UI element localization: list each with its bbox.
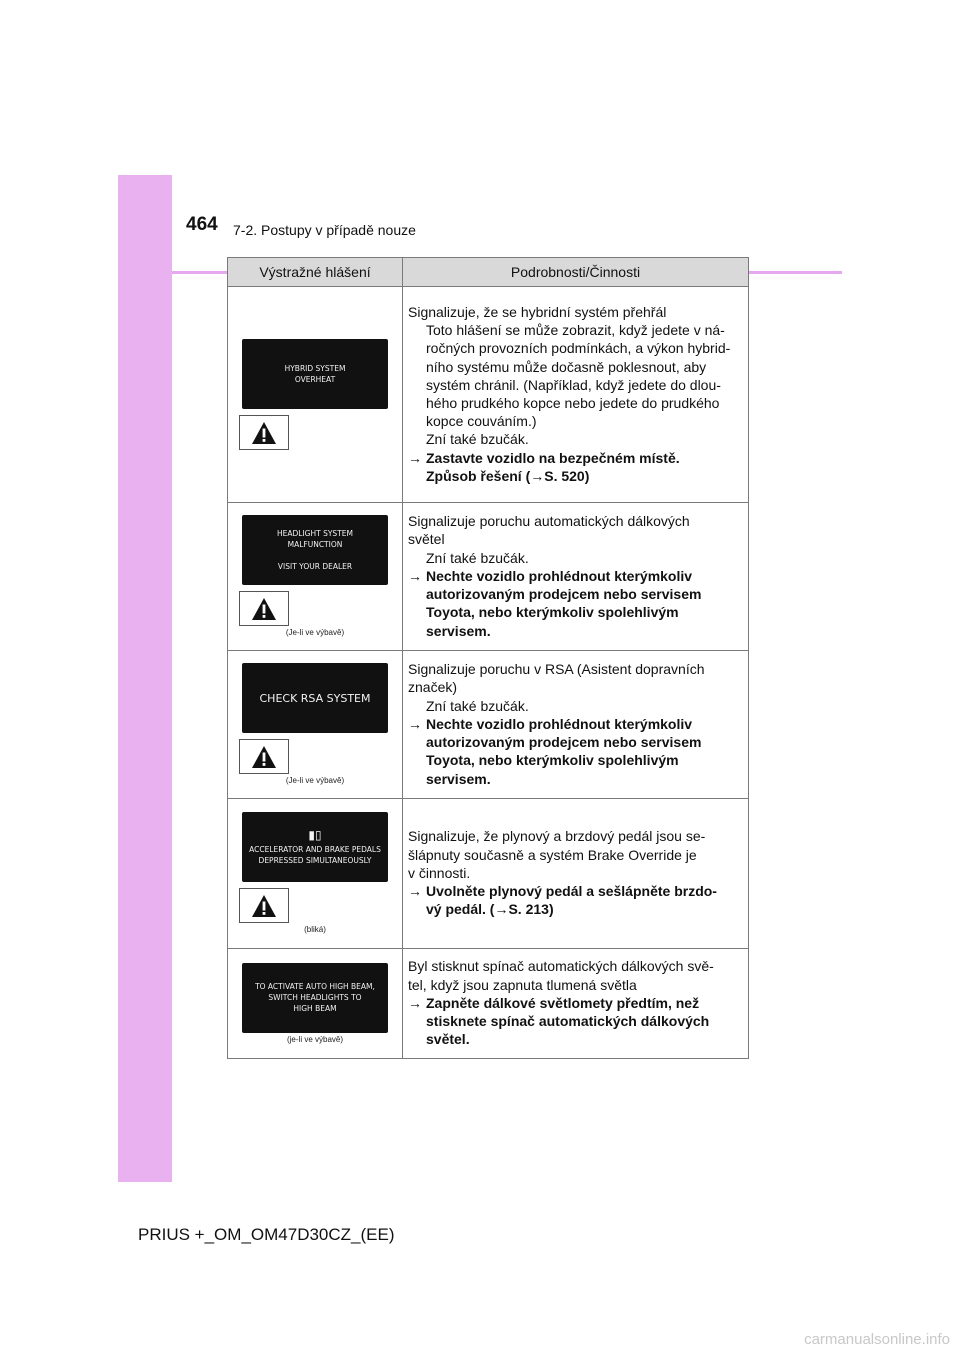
- action-line: [408, 467, 746, 485]
- details-cell: [403, 287, 749, 503]
- arrow-icon: [408, 733, 426, 751]
- display-screen-image: [242, 663, 388, 733]
- description-line: tel, když jsou zapnuta tlumená světla: [408, 976, 637, 993]
- details-cell: [403, 799, 749, 949]
- warning-triangle-icon: [239, 415, 289, 450]
- arrow-icon: [408, 467, 426, 485]
- description-line: ročných provozních podmínkách, a výkon hybrid-: [426, 340, 731, 357]
- description-line: Zní také bzučák.: [426, 549, 529, 566]
- availability-note: (Je-li ve výbavě): [285, 776, 345, 785]
- warning-message-table: [227, 257, 749, 1059]
- arrow-icon: [408, 751, 426, 769]
- action-text: autorizovaným prodejcem nebo servisem: [426, 586, 702, 603]
- arrow-icon: [408, 1012, 426, 1030]
- description-line: Signalizuje poruchu automatických dálkových: [408, 513, 690, 530]
- description-line: Byl stisknut spínač automatických dálkových svě-: [408, 958, 714, 975]
- table-row: [228, 949, 749, 1059]
- action-line: [408, 567, 746, 585]
- description-line: značek): [408, 679, 458, 696]
- action-text: autorizovaným prodejcem nebo servisem: [426, 734, 702, 751]
- action-text: Způsob řešení (→S. 520): [426, 467, 590, 484]
- arrow-icon: [408, 900, 426, 918]
- arrow-icon: [408, 622, 426, 640]
- display-screen-image: [242, 812, 388, 882]
- warning-triangle-icon: [239, 591, 289, 626]
- footer-document-code: PRIUS +_OM_OM47D30CZ_(EE): [138, 1225, 395, 1244]
- table-row: [228, 799, 749, 949]
- display-text: CHECK RSA SYSTEM: [259, 691, 371, 705]
- action-line: [408, 449, 746, 467]
- page-number: 464: [186, 214, 218, 235]
- arrow-icon: →: [408, 715, 422, 732]
- action-line: [408, 585, 746, 603]
- message-display-cell: [228, 799, 403, 949]
- warning-triangle-icon: [239, 739, 289, 774]
- action-line: [408, 622, 746, 640]
- column-header-details: Podrobnosti/Činnosti: [403, 258, 749, 287]
- arrow-icon: [408, 770, 426, 788]
- column-header-message: Výstražné hlášení: [228, 258, 403, 287]
- action-text: servisem.: [426, 770, 491, 787]
- message-display-cell: [228, 651, 403, 799]
- action-line: [408, 900, 746, 918]
- action-line: [408, 770, 746, 788]
- display-text: TO ACTIVATE AUTO HIGH BEAM, SWITCH HEADLIGHTS TO HIGH BEAM: [255, 982, 375, 1013]
- table-header-row: [228, 258, 749, 287]
- table-row: [228, 651, 749, 799]
- description-line: systém chránil. (Například, když jedete do dlou-: [426, 376, 721, 393]
- description-line: v činnosti.: [408, 864, 471, 881]
- arrow-icon: [408, 585, 426, 603]
- message-display-cell: [228, 287, 403, 503]
- message-display-cell: [228, 503, 403, 651]
- action-text: Zapněte dálkové světlomety předtím, než: [426, 994, 700, 1011]
- action-text: světel.: [426, 1031, 470, 1048]
- arrow-icon: →: [408, 567, 422, 584]
- action-text: servisem.: [426, 622, 491, 639]
- arrow-icon: [408, 1030, 426, 1048]
- action-line: [408, 603, 746, 621]
- message-display-cell: [228, 949, 403, 1059]
- details-cell: [403, 949, 749, 1059]
- description-line: Signalizuje poruchu v RSA (Asistent dopravních: [408, 661, 705, 678]
- action-text: stisknete spínač automatických dálkových: [426, 1013, 710, 1030]
- display-screen-image: [242, 339, 388, 409]
- arrow-icon: [408, 603, 426, 621]
- description-line: Toto hlášení se může zobrazit, když jedete v ná-: [426, 322, 725, 339]
- details-cell: [403, 651, 749, 799]
- action-line: [408, 715, 746, 733]
- description-line: kopce couváním.): [426, 413, 537, 430]
- action-text: vý pedál. (→S. 213): [426, 901, 554, 918]
- description-line: hého prudkého kopce nebo jedete do prudkého: [426, 395, 720, 411]
- action-line: [408, 1030, 746, 1048]
- availability-note: (bliká): [304, 925, 326, 934]
- action-line: [408, 1012, 746, 1030]
- table-row: [228, 287, 749, 503]
- display-text: HEADLIGHT SYSTEM MALFUNCTION VISIT YOUR DEALER: [277, 529, 353, 571]
- display-text: HYBRID SYSTEM OVERHEAT: [284, 364, 346, 384]
- action-line: [408, 751, 746, 769]
- arrow-icon: →: [408, 883, 422, 900]
- warning-triangle-icon: [239, 888, 289, 923]
- display-screen-image: [242, 963, 388, 1033]
- action-text: Toyota, nebo kterýmkoliv spolehlivým: [426, 752, 679, 769]
- description-line: Zní také bzučák.: [426, 697, 529, 714]
- description-line: světel: [408, 531, 445, 548]
- pedal-icon: ▮▯: [308, 828, 322, 842]
- action-line: [408, 882, 746, 900]
- description-line: Zní také bzučák.: [426, 431, 529, 448]
- action-line: [408, 733, 746, 751]
- description-line: Signalizuje, že plynový a brzdový pedál jsou se-: [408, 828, 706, 845]
- action-text: Nechte vozidlo prohlédnout kterýmkoliv: [426, 567, 693, 584]
- section-title: 7-2. Postupy v případě nouze: [233, 222, 416, 238]
- display-screen-image: [242, 515, 388, 585]
- action-text: Uvolněte plynový pedál a sešlápněte brzdo-: [426, 883, 717, 900]
- arrow-icon: →: [408, 449, 422, 466]
- description-line: šlápnuty současně a systém Brake Override je: [408, 846, 697, 863]
- table-row: [228, 503, 749, 651]
- availability-note: (je-li ve výbavě): [286, 1034, 343, 1044]
- watermark: carmanualsonline.info: [804, 1331, 950, 1348]
- arrow-icon: →: [408, 994, 422, 1011]
- action-text: Nechte vozidlo prohlédnout kterýmkoliv: [426, 715, 693, 732]
- availability-note: (Je-li ve výbavě): [285, 628, 345, 637]
- action-text: Zastavte vozidlo na bezpečném místě.: [426, 449, 680, 466]
- action-line: [408, 994, 746, 1012]
- display-text: ACCELERATOR AND BRAKE PEDALS DEPRESSED SIMULTANEOUSLY: [249, 845, 381, 865]
- details-cell: [403, 503, 749, 651]
- description-line: ního systému může dočasně poklesnout, aby: [426, 358, 707, 375]
- description-line: Signalizuje, že se hybridní systém přehřál: [408, 303, 667, 320]
- action-text: Toyota, nebo kterýmkoliv spolehlivým: [426, 604, 679, 621]
- side-color-band: [118, 175, 172, 1182]
